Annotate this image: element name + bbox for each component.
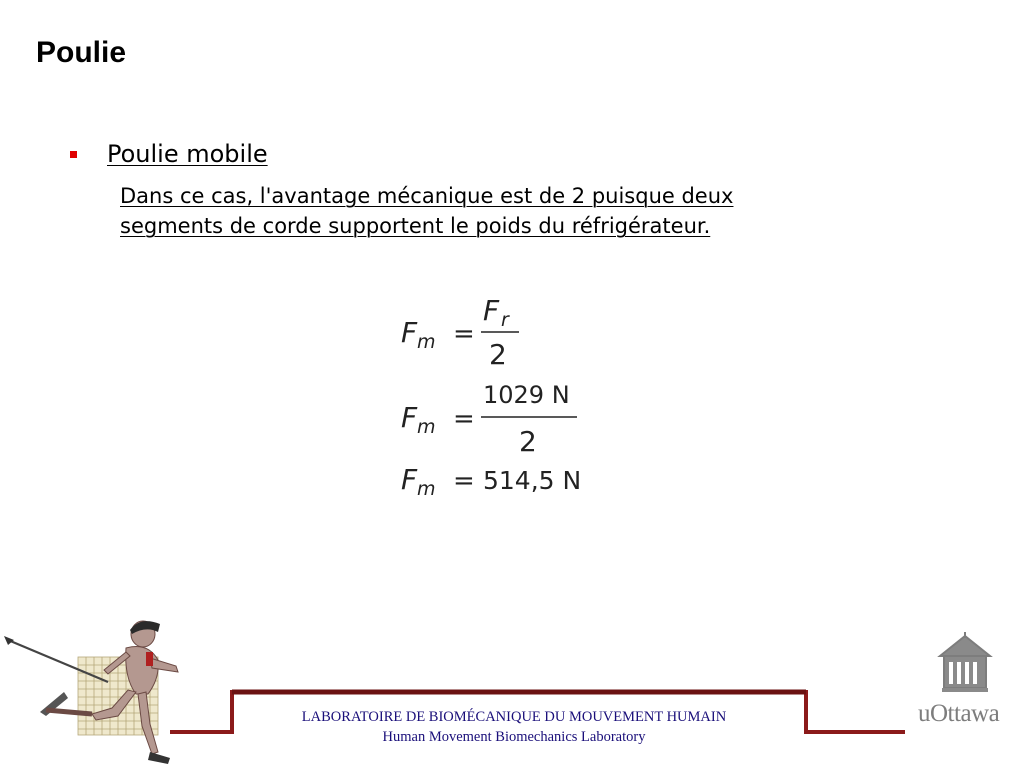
formula-3-sub: m: [417, 478, 436, 500]
formula-2-equals: =: [453, 404, 475, 434]
formula-1-equals: =: [453, 319, 475, 349]
bullet-detail: [120, 181, 910, 241]
formula-1-num-sub: r: [501, 309, 509, 331]
formula-line-2: [401, 381, 577, 458]
uottawa-logo-text: uOttawa: [918, 700, 1000, 727]
pole-tip: [4, 636, 14, 645]
lab-name-fr: LABORATOIRE DE BIOMÉCANIQUE DU MOUVEMENT HUMAIN: [301, 709, 727, 725]
formula-line-1: [401, 294, 519, 371]
formula-3-result: 514,5 N: [483, 466, 582, 495]
formula-line-3: [401, 463, 581, 500]
formula-1-num-symbol: F: [483, 294, 500, 327]
formula-2-denominator: 2: [519, 425, 537, 458]
formula-3-symbol: F: [401, 463, 418, 496]
bullet-label: Poulie mobile: [107, 140, 268, 168]
formula-3-equals: =: [453, 466, 475, 496]
formula-1-symbol: F: [401, 316, 418, 349]
formula-1-denominator: 2: [489, 338, 507, 371]
formula-svg: [395, 290, 595, 510]
bullet-detail-line-2: segments de corde supportent le poids du réfrigérateur.: [120, 214, 711, 238]
bullet-marker: [70, 151, 77, 158]
formula-2-symbol: F: [401, 401, 418, 434]
formula-2-sub: m: [417, 416, 436, 438]
formula-2-numerator: 1029 N: [483, 381, 570, 409]
formula-image: [395, 290, 595, 510]
slide-title: Poulie: [36, 36, 127, 69]
bullet-detail-line-1: Dans ce cas, l'avantage mécanique est de 2 puisque deux: [120, 184, 734, 208]
runner-accent: [146, 652, 153, 666]
lab-name-en: Human Movement Biomechanics Laboratory: [382, 729, 646, 745]
formula-1-sub: m: [417, 331, 436, 353]
lab-name-block: [240, 707, 788, 747]
